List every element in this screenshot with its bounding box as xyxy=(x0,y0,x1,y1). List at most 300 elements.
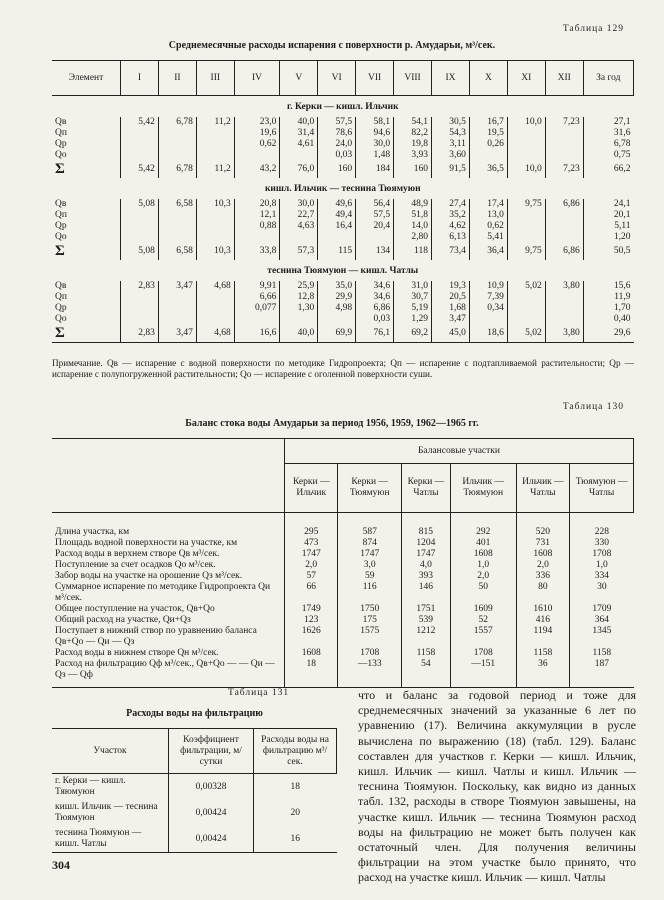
table-130-cell: 123 xyxy=(285,615,338,626)
table-129-column-header: Элемент xyxy=(52,61,121,96)
table-129-cell: 3,80 xyxy=(545,281,583,292)
table-129-sum-cell: Σ xyxy=(55,243,65,259)
table-129-cell xyxy=(158,303,196,314)
table-129-cell: 0,40 xyxy=(583,314,633,325)
table-129-sum-cell: 36,5 xyxy=(469,161,507,178)
table-129-cell: 56,4 xyxy=(356,199,394,210)
table-129-cell: 5,42 xyxy=(121,117,159,128)
table-129-cell: 16,4 xyxy=(318,221,356,232)
table-129-cell: 22,7 xyxy=(280,210,318,221)
table-129-sum-cell: 18,6 xyxy=(469,325,507,343)
table-129-cell: 1,29 xyxy=(394,314,432,325)
table-129-row xyxy=(52,210,634,221)
table-130-cell: 1609 xyxy=(450,604,516,615)
table-129-cell: 5,11 xyxy=(583,221,633,232)
table-129-sum-cell: 76,1 xyxy=(356,325,394,343)
table-129-sum-cell: 69,2 xyxy=(394,325,432,343)
table-129-cell xyxy=(196,292,234,303)
table-129-cell: 10,3 xyxy=(196,199,234,210)
table-129-cell xyxy=(507,139,545,150)
table-130-cell: 295 xyxy=(285,513,338,539)
table-130-cell: —133 xyxy=(338,659,402,688)
table-130-cell: 36 xyxy=(516,659,570,688)
table-130-cell: 1608 xyxy=(516,549,570,560)
table-130-cell: 66 xyxy=(285,582,338,604)
table-130-cell: Площадь водной поверхности на участке, км xyxy=(55,538,238,548)
table-131-cell: 16 xyxy=(254,826,337,853)
table-129-cell: 6,78 xyxy=(583,139,633,150)
table-129-cell: 49,4 xyxy=(318,210,356,221)
table-129-cell: 9,91 xyxy=(234,281,280,292)
table-129-sum-cell: 33,8 xyxy=(234,243,280,260)
table-130-cell: 3,0 xyxy=(338,560,402,571)
table-129-cell xyxy=(545,139,583,150)
table-130-cell: 1747 xyxy=(401,549,450,560)
table-129-sum-cell: 76,0 xyxy=(280,161,318,178)
table-130-cell: 1194 xyxy=(516,626,570,648)
table-131-cell: 0,00328 xyxy=(169,774,254,801)
table-129-cell xyxy=(469,314,507,325)
table-129-cell xyxy=(196,221,234,232)
table-130-cell: 187 xyxy=(570,659,634,688)
table-130-row xyxy=(52,626,634,648)
table-129-cell: 2,80 xyxy=(394,232,432,243)
table-129-cell: 0,62 xyxy=(234,139,280,150)
table-129-cell xyxy=(507,232,545,243)
table-129-section-title: кишл. Ильчик — теснина Тюямуюн xyxy=(264,184,421,194)
table-129-cell: 1,68 xyxy=(432,303,470,314)
table-130-cell: 175 xyxy=(338,615,402,626)
table-130-cell: 393 xyxy=(401,571,450,582)
table-129-cell: 48,9 xyxy=(394,199,432,210)
table-129-cell xyxy=(121,210,159,221)
table-131-cell: 18 xyxy=(254,774,337,801)
table-129-cell xyxy=(545,221,583,232)
table-131-cell: 0,00424 xyxy=(169,826,254,853)
table-130-cell: 1158 xyxy=(401,648,450,659)
table-130-cell: 2,0 xyxy=(450,571,516,582)
table-130-cell: Забор воды на участке на орошение Qз м³/сек. xyxy=(55,571,243,581)
table-129-cell: 10,9 xyxy=(469,281,507,292)
table-129-cell: 1,20 xyxy=(583,232,633,243)
table-131-title: Расходы воды на фильтрацию xyxy=(126,708,263,719)
table-129-column-header: XII xyxy=(545,61,583,96)
table-129 xyxy=(52,60,634,343)
table-129-cell xyxy=(545,210,583,221)
table-129-cell: 5,08 xyxy=(121,199,159,210)
table-130-body xyxy=(52,513,634,688)
table-129-cell xyxy=(234,232,280,243)
table-129-column-header: VIII xyxy=(394,61,432,96)
table-129-cell: 6,78 xyxy=(158,117,196,128)
table-130-cell: 1709 xyxy=(570,604,634,615)
table-131-cell: г. Керки — кишл. Тяюмуюн xyxy=(55,776,126,797)
table-129-sum-cell: 5,02 xyxy=(507,325,545,343)
table-129-sum-cell: 40,0 xyxy=(280,325,318,343)
table-129-column-header: IX xyxy=(432,61,470,96)
table-129-cell: 49,6 xyxy=(318,199,356,210)
table-129-cell: 78,6 xyxy=(318,128,356,139)
table-130-column-header: Керки — Чатлы xyxy=(401,464,450,513)
table-129-cell xyxy=(158,221,196,232)
table-130-cell: —151 xyxy=(450,659,516,688)
table-129-cell: 12,8 xyxy=(280,292,318,303)
table-130-column-header: Керки — Ильчик xyxy=(285,464,338,513)
table-129-cell: Qо xyxy=(55,150,67,160)
table-129-cell: 30,0 xyxy=(280,199,318,210)
table-130-cell: 336 xyxy=(516,571,570,582)
table-129-cell xyxy=(234,314,280,325)
table-129-cell xyxy=(158,150,196,161)
table-130-row xyxy=(52,549,634,560)
table-129-cell xyxy=(507,150,545,161)
table-129-cell: 1,30 xyxy=(280,303,318,314)
table-130-cell: Суммарное испарение по методике Гидропроекта Qи м³/сек. xyxy=(55,582,271,603)
table-129-cell: 11,9 xyxy=(583,292,633,303)
table-129-cell: 7,39 xyxy=(469,292,507,303)
table-130 xyxy=(52,438,634,688)
table-129-sum-cell: 115 xyxy=(318,243,356,260)
table-131 xyxy=(52,728,337,853)
table-129-cell xyxy=(196,128,234,139)
table-129-sum-cell: 6,58 xyxy=(158,243,196,260)
table-129-cell: 30,0 xyxy=(356,139,394,150)
table-129-cell xyxy=(158,128,196,139)
table-129-cell: 20,1 xyxy=(583,210,633,221)
table-130-cell: 1,0 xyxy=(570,560,634,571)
table-130-cell: 401 xyxy=(450,538,516,549)
table-129-cell: Qв xyxy=(55,281,67,291)
table-129-cell xyxy=(280,150,318,161)
table-129-column-header: I xyxy=(121,61,159,96)
table-129-column-header: III xyxy=(196,61,234,96)
table-129-cell: 3,11 xyxy=(432,139,470,150)
table-129-cell xyxy=(545,232,583,243)
table-129-cell: 25,9 xyxy=(280,281,318,292)
table-129-sum-cell: 10,0 xyxy=(507,161,545,178)
table-129-row xyxy=(52,281,634,292)
table-129-cell: 3,47 xyxy=(158,281,196,292)
table-129-cell xyxy=(280,232,318,243)
table-129-cell xyxy=(545,314,583,325)
table-129-cell: 19,6 xyxy=(234,128,280,139)
table-131-row xyxy=(52,826,337,853)
table-129-row xyxy=(52,221,634,232)
table-129-cell: 23,0 xyxy=(234,117,280,128)
table-129-cell: Qр xyxy=(55,221,67,231)
table-129-cell: 30,7 xyxy=(394,292,432,303)
table-130-cell: Расход воды в нижнем створе Qн м³/сек. xyxy=(55,648,219,658)
table-129-cell: 4,98 xyxy=(318,303,356,314)
table-129-column-header: X xyxy=(469,61,507,96)
table-129-sum-row xyxy=(52,161,634,178)
table-129-cell xyxy=(121,139,159,150)
table-129-cell: 0,62 xyxy=(469,221,507,232)
table-130-cell: 30 xyxy=(570,582,634,604)
table-129-row xyxy=(52,150,634,161)
table-130-cell: 1751 xyxy=(401,604,450,615)
table-129-cell xyxy=(545,292,583,303)
table-129-cell: 4,68 xyxy=(196,281,234,292)
table-129-cell: 0,75 xyxy=(583,150,633,161)
table-130-cell: 520 xyxy=(516,513,570,539)
table-129-cell: 24,0 xyxy=(318,139,356,150)
table-129-section-title: г. Керки — кишл. Ильчик xyxy=(286,102,399,112)
table-130-cell: 539 xyxy=(401,615,450,626)
table-129-cell: 19,3 xyxy=(432,281,470,292)
table-129-cell: 34,6 xyxy=(356,281,394,292)
table-130-column-header: Ильчик — Чатлы xyxy=(516,464,570,513)
table-129-sum-cell: 3,80 xyxy=(545,325,583,343)
table-129-cell: Qп xyxy=(55,292,67,302)
table-129-cell xyxy=(196,303,234,314)
table-131-row xyxy=(52,800,337,826)
table-130-row xyxy=(52,513,634,539)
table-130-cell: Расход воды в верхнем створе Qв м³/сек. xyxy=(55,549,220,559)
table-129-cell: 29,9 xyxy=(318,292,356,303)
table-129-cell xyxy=(545,150,583,161)
table-131-label: Таблица 131 xyxy=(228,688,290,698)
table-129-cell: 6,86 xyxy=(356,303,394,314)
table-129-cell: 3,47 xyxy=(432,314,470,325)
table-129-section-row xyxy=(52,96,634,118)
table-129-sum-cell: 66,2 xyxy=(583,161,633,178)
table-129-cell xyxy=(121,314,159,325)
table-129-sum-cell: 36,4 xyxy=(469,243,507,260)
table-130-cell: 1749 xyxy=(285,604,338,615)
table-129-sum-cell: Σ xyxy=(55,325,65,341)
table-130-row xyxy=(52,571,634,582)
table-130-row xyxy=(52,538,634,549)
table-129-cell xyxy=(158,210,196,221)
table-129-cell xyxy=(196,232,234,243)
table-129-cell xyxy=(507,128,545,139)
table-129-header-row xyxy=(52,61,634,96)
table-129-cell: Qв xyxy=(55,199,67,209)
table-129-cell xyxy=(507,292,545,303)
table-130-cell: 473 xyxy=(285,538,338,549)
table-131-column-header: Коэффициент фильтрации, м/сутки xyxy=(169,729,254,774)
table-131-cell: теснина Тюямуюн — кишл. Чатлы xyxy=(55,828,142,849)
table-130-cell: 2,0 xyxy=(285,560,338,571)
table-129-cell: 3,60 xyxy=(432,150,470,161)
table-130-cell: 1708 xyxy=(338,648,402,659)
table-129-cell: 4,61 xyxy=(280,139,318,150)
table-129-row xyxy=(52,232,634,243)
table-129-sum-cell: 134 xyxy=(356,243,394,260)
table-130-cell: 80 xyxy=(516,582,570,604)
table-129-cell xyxy=(158,232,196,243)
table-130-cell: 1575 xyxy=(338,626,402,648)
table-129-cell: 6,58 xyxy=(158,199,196,210)
table-129-cell xyxy=(280,314,318,325)
table-129-column-header: VI xyxy=(318,61,356,96)
table-129-sum-cell: 91,5 xyxy=(432,161,470,178)
table-130-row xyxy=(52,615,634,626)
table-129-sum-cell: 6,86 xyxy=(545,243,583,260)
table-129-row xyxy=(52,128,634,139)
table-130-cell: Длина участка, км xyxy=(55,527,130,537)
table-129-sum-cell: 160 xyxy=(318,161,356,178)
table-129-cell: 54,3 xyxy=(432,128,470,139)
table-129-cell: 13,0 xyxy=(469,210,507,221)
table-129-row xyxy=(52,139,634,150)
table-129-cell xyxy=(158,314,196,325)
table-129-section-title: теснина Тюямуюн — кишл. Чатлы xyxy=(267,266,419,276)
table-129-cell xyxy=(121,292,159,303)
table-130-cell: 1557 xyxy=(450,626,516,648)
table-130-cell: 1747 xyxy=(338,549,402,560)
table-129-row xyxy=(52,292,634,303)
table-129-cell: 0,88 xyxy=(234,221,280,232)
table-129-cell xyxy=(469,150,507,161)
table-130-cell: 1,0 xyxy=(450,560,516,571)
table-130-cell: 874 xyxy=(338,538,402,549)
table-130-cell: 1204 xyxy=(401,538,450,549)
table-130-cell: Расход на фильтрацию Qф м³/сек., Qв+Qо — — Qи — Qз — Qф xyxy=(55,659,275,680)
table-129-cell: 27,1 xyxy=(583,117,633,128)
table-131-row xyxy=(52,774,337,801)
table-129-cell xyxy=(507,221,545,232)
table-130-group-header: Балансовые участки xyxy=(285,439,634,464)
table-130-cell: 52 xyxy=(450,615,516,626)
table-129-cell: 31,0 xyxy=(394,281,432,292)
table-131-body xyxy=(52,774,337,853)
table-129-cell xyxy=(158,139,196,150)
table-129-cell: 0,34 xyxy=(469,303,507,314)
table-129-cell: 5,02 xyxy=(507,281,545,292)
table-130-empty-corner xyxy=(52,439,285,513)
table-129-cell xyxy=(318,232,356,243)
table-130-cell: 364 xyxy=(570,615,634,626)
table-129-sum-cell: 50,5 xyxy=(583,243,633,260)
table-129-cell: 4,63 xyxy=(280,221,318,232)
table-131-cell: 0,00424 xyxy=(169,800,254,826)
table-129-row xyxy=(52,199,634,210)
table-129-cell: Qп xyxy=(55,128,67,138)
table-129-cell: 40,0 xyxy=(280,117,318,128)
table-129-title: Среднемесячные расходы испарения с поверхности р. Амударьи, м³/сек. xyxy=(168,40,496,51)
table-129-row xyxy=(52,314,634,325)
table-130-row xyxy=(52,582,634,604)
table-129-column-header: За год xyxy=(583,61,633,96)
table-129-column-header: IV xyxy=(234,61,280,96)
table-129-note: Примечание. Qв — испарение с водной поверхности по методике Гидропроекта; Qп — испарение с подтапливаемой растительности; Qр — испарение с полупогруженной растительности; Qо — испарение с оголенной поверхности суши. xyxy=(52,358,634,379)
table-130-cell: 1158 xyxy=(516,648,570,659)
table-130-cell: 1608 xyxy=(450,549,516,560)
table-129-sum-cell: 29,6 xyxy=(583,325,633,343)
table-130-column-header: Тюямуюн — Чатлы xyxy=(570,464,634,513)
page-number: 304 xyxy=(52,858,70,872)
table-129-cell: 0,03 xyxy=(318,150,356,161)
table-129-cell: 12,1 xyxy=(234,210,280,221)
table-129-cell: 7,23 xyxy=(545,117,583,128)
table-129-cell xyxy=(545,128,583,139)
table-129-cell: Qп xyxy=(55,210,67,220)
table-130-cell: 1750 xyxy=(338,604,402,615)
table-130-cell: 1158 xyxy=(570,648,634,659)
table-129-cell: 24,1 xyxy=(583,199,633,210)
table-129-cell xyxy=(121,232,159,243)
table-129-sum-cell: 5,08 xyxy=(121,243,159,260)
table-129-cell: 30,5 xyxy=(432,117,470,128)
table-129-cell: 35,0 xyxy=(318,281,356,292)
table-129-cell xyxy=(121,150,159,161)
table-130-cell: 292 xyxy=(450,513,516,539)
table-129-sum-cell: 11,2 xyxy=(196,161,234,178)
table-129-sum-cell: 45,0 xyxy=(432,325,470,343)
table-129-sum-cell: 118 xyxy=(394,243,432,260)
table-129-sum-cell: 10,3 xyxy=(196,243,234,260)
table-130-cell: 146 xyxy=(401,582,450,604)
table-129-body xyxy=(52,96,634,343)
table-129-cell: 57,5 xyxy=(318,117,356,128)
table-130-cell: 1610 xyxy=(516,604,570,615)
table-129-row xyxy=(52,117,634,128)
table-130-cell: 57 xyxy=(285,571,338,582)
table-129-sum-cell: 43,2 xyxy=(234,161,280,178)
table-130-cell: 1708 xyxy=(450,648,516,659)
table-129-cell xyxy=(196,139,234,150)
table-129-cell: 82,2 xyxy=(394,128,432,139)
table-129-sum-cell: 57,3 xyxy=(280,243,318,260)
table-129-cell: Qр xyxy=(55,303,67,313)
table-130-row xyxy=(52,604,634,615)
table-129-sum-cell: 69,9 xyxy=(318,325,356,343)
table-129-cell: 1,70 xyxy=(583,303,633,314)
table-129-cell: 6,66 xyxy=(234,292,280,303)
table-129-label: Таблица 129 xyxy=(562,24,624,34)
table-129-cell: 54,1 xyxy=(394,117,432,128)
table-129-cell: 15,6 xyxy=(583,281,633,292)
table-129-cell: 11,2 xyxy=(196,117,234,128)
table-130-cell: 1626 xyxy=(285,626,338,648)
table-129-cell: 20,5 xyxy=(432,292,470,303)
table-129-column-header: VII xyxy=(356,61,394,96)
table-129-cell xyxy=(507,303,545,314)
table-129-cell: 16,7 xyxy=(469,117,507,128)
table-130-cell: 116 xyxy=(338,582,402,604)
table-129-cell: 14,0 xyxy=(394,221,432,232)
table-131-cell: кишл. Ильчик — теснина Тюямуюн xyxy=(55,802,158,823)
table-130-cell: Поступает в нижний створ по уравнению баланса Qв+Qо — Qи — Qз xyxy=(55,626,257,647)
table-129-cell: Qо xyxy=(55,314,67,324)
table-130-cell: 587 xyxy=(338,513,402,539)
table-129-sum-cell: 4,68 xyxy=(196,325,234,343)
table-130-cell: Общее поступление на участок, Qв+Qо xyxy=(55,604,215,614)
table-129-cell: 31,6 xyxy=(583,128,633,139)
table-130-cell: 815 xyxy=(401,513,450,539)
table-131-header-row xyxy=(52,729,337,774)
table-130-cell: Поступление за счет осадков Qо м³/сек. xyxy=(55,560,216,570)
table-129-cell xyxy=(234,150,280,161)
body-paragraph: что и баланс за годовой период и тоже для среднемесячных значений за указанные 6 лет по уравнению (17). Величина аккумуляции в русле вычислена по выражению (18) (табл. 129). Баланс составлен для участков г. Керки — кишл. Ильчик, кишл. Ильчик — кишл. Чатлы и кишл. Ильчик — теснина Тюямуюн. Поскольку, как видно из данных табл. 132, расходы в створе Тюямуюн завышены, на участке кишл. Ильчик — теснина Тюямуюн расход воды на фильтрацию не может быть получен как остаточный член. Для получения величины фильтрации на этом участке было принято, что расход на участке кишл. Ильчик — кишл. Чатлы xyxy=(358,688,636,885)
table-129-cell: 20,4 xyxy=(356,221,394,232)
table-129-cell: 27,4 xyxy=(432,199,470,210)
table-129-cell: 6,86 xyxy=(545,199,583,210)
table-130-cell: 228 xyxy=(570,513,634,539)
table-129-cell: 34,6 xyxy=(356,292,394,303)
table-129-sum-cell: 184 xyxy=(356,161,394,178)
table-129-cell: 20,8 xyxy=(234,199,280,210)
table-130-cell: Общий расход на участке, Qи+Qз xyxy=(55,615,191,625)
table-129-section-row xyxy=(52,178,634,199)
table-129-sum-row xyxy=(52,243,634,260)
table-129-sum-cell: 7,23 xyxy=(545,161,583,178)
table-130-title: Баланс стока воды Амударьи за период 1956, 1959, 1962—1965 гг. xyxy=(185,418,479,429)
table-130-cell: 4,0 xyxy=(401,560,450,571)
table-130-label: Таблица 130 xyxy=(562,402,624,412)
